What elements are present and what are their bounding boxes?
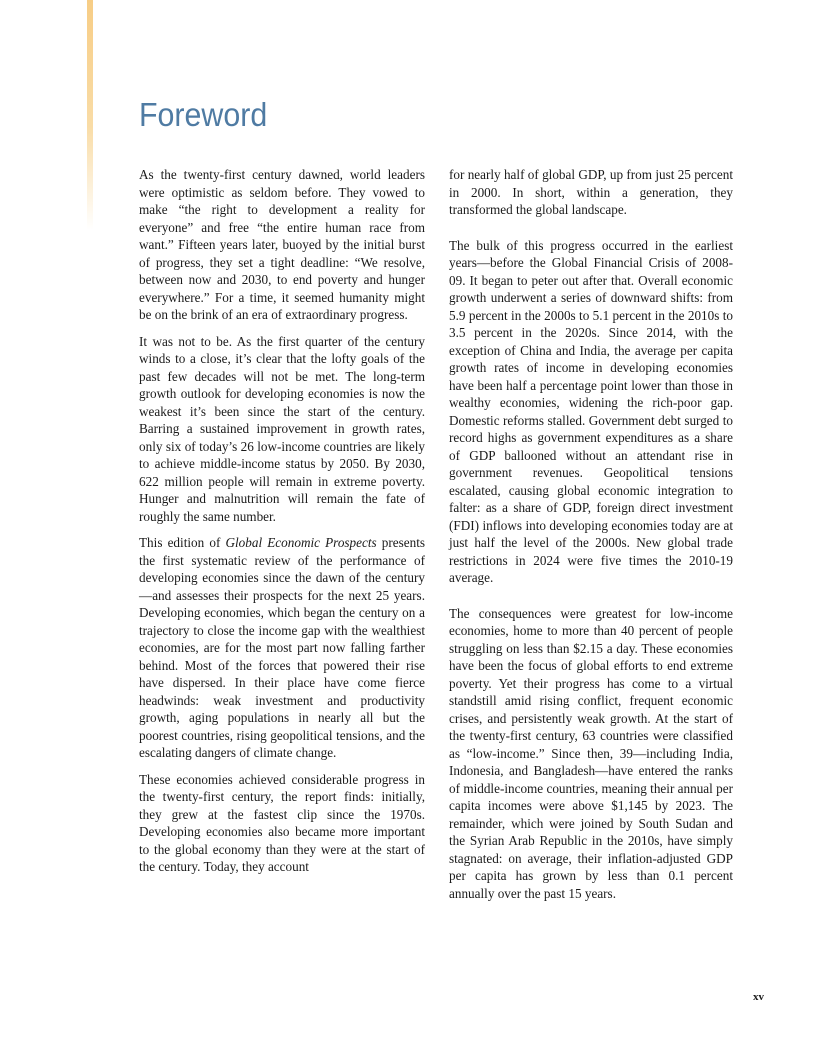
left-column xyxy=(139,166,425,885)
page-title: Foreword xyxy=(139,96,268,133)
report-title-italic: Global Economic Prospects xyxy=(225,535,377,550)
accent-bar xyxy=(87,0,93,230)
paragraph: It was not to be. As the first quarter of the century winds to a close, it’s clear that the lofty goals of the past few decades will not be met. The long-term growth outlook for developing economies is now the weakest it’s been since the start of the century. Barring a sustained improvement in growth rates, only six of today’s 26 low-income countries are likely to achieve middle-income status by 2050. By 2030, 622 million people will remain in extreme poverty. Hunger and malnutrition will remain the fate of roughly the same number. xyxy=(139,333,425,524)
paragraph: As the twenty-first century dawned, world leaders were optimistic as seldom before. They vowed to make “the right to development a reality for everyone” and free “the entire human race from want.” Fifteen years later, buoyed by the initial burst of progress, they set a tight deadline: “We resolve, between now and 2030, to end poverty and hunger everywhere.” For a time, it seemed humanity might be on the brink of an era of extraordinary progress. xyxy=(139,167,425,322)
paragraph: The bulk of this progress occurred in the earliest years—before the Global Financial Crisis of 2008-09. It began to peter out after that. Overall economic growth underwent a series of downward shifts: from 5.9 percent in the 2000s to 5.1 percent in the 2010s to 3.5 percent in the 2020s. Since 2014, with the exception of China and India, the average per capita growth rates of income in developing economies have been half a percentage point lower than those in wealthy economies, widening the rich-poor gap. Domestic reforms stalled. Government debt surged to record highs as government expenditures as a share of GDP ballooned without an attendant rise in government revenues. Geopolitical tensions escalated, causing global economic integration to falter: as a share of GDP, foreign direct investment (FDI) inflows into developing economies today are at just half the level of the 2000s. New global trade restrictions in 2024 were five times the 2010-19 average. xyxy=(449,237,733,585)
paragraph: These economies achieved considerable progress in the twenty-first century, the report finds: initially, they grew at the fastest clip since the 1970s. Developing economies also became more important to the global economy than they were at the start of the century. Today, they account xyxy=(139,771,425,874)
paragraph xyxy=(139,534,425,762)
paragraph-text: This edition of xyxy=(139,535,226,550)
paragraph: for nearly half of global GDP, up from just 25 percent in 2000. In short, within a generation, they transformed the global landscape. xyxy=(449,167,733,217)
paragraph-text: presents the first systematic review of the performance of developing economies since the dawn of the century—and assesses their prospects for the next 25 years. Developing economies, which began the century on a trajectory to close the income gap with the wealthiest economies, are for the most part now falling farther behind. Most of the forces that powered their rise have dispersed. In their place have come fierce headwinds: weak investment and productivity growth, aging populations in nearly all but the poorest countries, rising geopolitical tensions, and the escalating dangers of climate change. xyxy=(139,535,426,760)
right-column xyxy=(449,166,733,920)
page-number: xv xyxy=(753,991,764,1003)
paragraph: The consequences were greatest for low-income economies, home to more than 40 percent of people struggling on less than $2.15 a day. These economies have been the focus of global efforts to end extreme poverty. Yet their progress has come to a virtual standstill amid rising conflict, frequent economic crises, and persistently weak growth. At the start of the twenty-first century, 63 countries were classified as “low-income.” Since then, 39—including India, Indonesia, and Bangladesh—have entered the ranks of middle-income countries, meaning their annual per capita incomes were above $1,145 by 2023. The remainder, which were joined by South Sudan and the Syrian Arab Republic in the 2010s, have simply stagnated: on average, their inflation-adjusted GDP per capita has grown by less than 0.1 percent annually over the past 15 years. xyxy=(449,605,733,901)
